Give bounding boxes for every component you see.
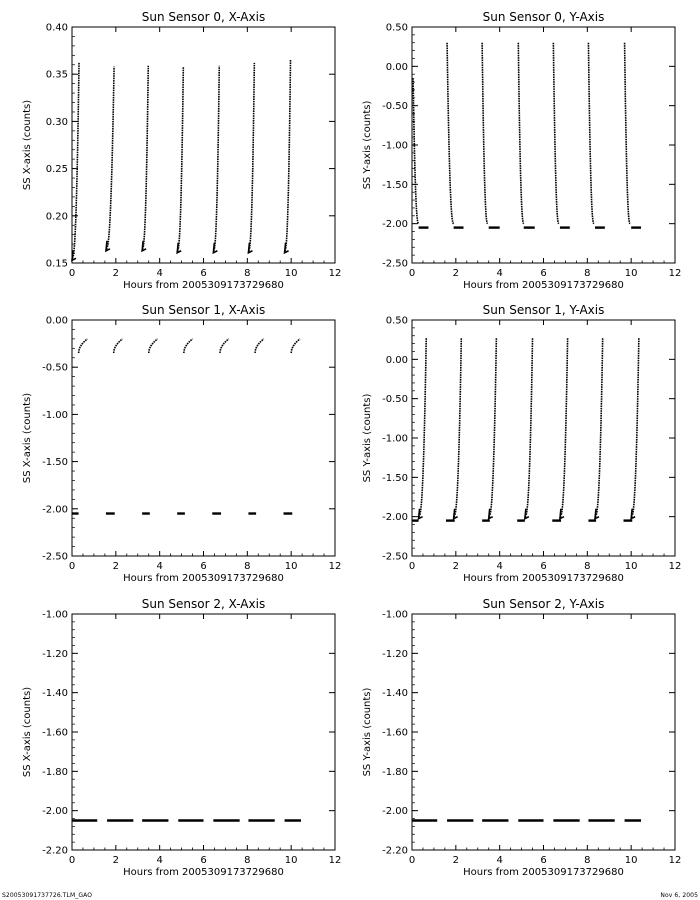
data-segment-curve xyxy=(419,338,427,517)
data-segment-curve xyxy=(72,63,79,258)
y-tick-label: 0.15 xyxy=(45,258,68,270)
x-tick-label: 6 xyxy=(200,268,207,279)
data-segment-curve xyxy=(79,339,88,353)
x-tick-label: 8 xyxy=(244,268,251,279)
data-segment-curve xyxy=(213,66,219,251)
y-tick-label: -1.80 xyxy=(382,766,408,778)
y-tick-label: -2.50 xyxy=(42,551,68,563)
data-segment-curve xyxy=(518,43,523,224)
x-axis-label: Hours from 2005309173729680 xyxy=(123,280,284,291)
y-tick-label: -1.00 xyxy=(42,609,68,621)
x-tick-label: 4 xyxy=(156,855,163,866)
y-tick-label: -1.50 xyxy=(382,179,408,191)
x-axis-label: Hours from 2005309173729680 xyxy=(463,867,624,878)
data-segment-curve xyxy=(595,338,603,517)
x-tick-label: 10 xyxy=(284,268,298,279)
y-tick-label: -1.50 xyxy=(42,457,68,469)
x-tick-label: 12 xyxy=(328,855,342,866)
y-tick-label: 0.00 xyxy=(45,315,68,327)
y-tick-label: -1.40 xyxy=(382,688,408,700)
x-tick-label: 6 xyxy=(200,561,207,572)
plot-frame xyxy=(72,27,335,263)
x-axis-label: Hours from 2005309173729680 xyxy=(123,573,284,584)
y-tick-label: -1.40 xyxy=(42,688,68,700)
x-tick-label: 8 xyxy=(584,855,591,866)
y-tick-label: 0.00 xyxy=(385,354,408,366)
data-segment-curve xyxy=(255,339,264,353)
y-tick-label: -2.00 xyxy=(382,219,408,231)
y-tick-label: 0.50 xyxy=(385,22,408,34)
data-segment-curve xyxy=(177,67,183,251)
chart-title: Sun Sensor 0, X-Axis xyxy=(141,10,266,24)
y-tick-label: 0.40 xyxy=(45,22,68,34)
y-tick-label: 0.00 xyxy=(385,61,408,73)
y-axis-label: SS Y-axis (counts) xyxy=(362,687,373,777)
data-segment-curve xyxy=(291,339,300,353)
y-tick-label: -2.50 xyxy=(382,258,408,270)
chart-panel xyxy=(362,303,681,584)
footer-date: Nov 6, 2005 xyxy=(660,892,698,899)
y-tick-label: -2.00 xyxy=(382,806,408,818)
y-tick-label: -0.50 xyxy=(382,394,408,406)
data-segment-curve xyxy=(142,66,148,249)
data-segment-curve xyxy=(220,339,229,353)
footer-filename: S20053091737726.TLM_GAO xyxy=(2,892,93,899)
x-tick-label: 0 xyxy=(68,855,76,866)
chart-title: Sun Sensor 0, Y-Axis xyxy=(482,10,605,24)
y-tick-label: -0.50 xyxy=(42,362,68,374)
x-tick-label: 8 xyxy=(244,561,251,572)
data-segment-curve xyxy=(482,43,487,224)
x-tick-label: 12 xyxy=(328,561,342,572)
x-tick-label: 8 xyxy=(584,561,591,572)
x-tick-label: 0 xyxy=(408,855,416,866)
x-tick-label: 10 xyxy=(624,561,638,572)
y-tick-label: -2.20 xyxy=(382,845,408,857)
data-segment-curve xyxy=(114,339,123,353)
x-tick-label: 6 xyxy=(540,268,547,279)
data-segment-curve xyxy=(631,338,639,517)
x-tick-label: 8 xyxy=(584,268,591,279)
y-tick-label: 0.30 xyxy=(45,116,68,128)
y-tick-label: -1.80 xyxy=(42,766,68,778)
chart-panel xyxy=(22,303,341,584)
y-tick-label: -1.60 xyxy=(42,727,68,739)
y-tick-label: -1.00 xyxy=(382,433,408,445)
x-tick-label: 12 xyxy=(668,268,682,279)
x-tick-label: 0 xyxy=(408,268,416,279)
y-tick-label: -0.50 xyxy=(382,101,408,113)
y-axis-label: SS X-axis (counts) xyxy=(22,686,33,778)
x-tick-label: 10 xyxy=(284,855,298,866)
x-tick-label: 2 xyxy=(452,561,460,572)
chart-title: Sun Sensor 1, Y-Axis xyxy=(482,303,605,317)
data-segment-curve xyxy=(184,339,193,353)
x-tick-label: 4 xyxy=(156,561,163,572)
x-tick-label: 6 xyxy=(200,855,207,866)
y-tick-label: 0.25 xyxy=(45,164,68,176)
x-axis-label: Hours from 2005309173729680 xyxy=(123,867,284,878)
y-axis-label: SS X-axis (counts) xyxy=(22,99,33,191)
y-tick-label: -1.50 xyxy=(382,472,408,484)
data-segment-curve xyxy=(149,339,158,353)
y-tick-label: 0.20 xyxy=(45,211,68,223)
y-tick-label: -1.00 xyxy=(42,409,68,421)
x-tick-label: 2 xyxy=(112,855,120,866)
y-tick-label: -1.60 xyxy=(382,727,408,739)
x-tick-label: 0 xyxy=(408,561,416,572)
x-tick-label: 12 xyxy=(668,855,682,866)
x-tick-label: 2 xyxy=(452,268,460,279)
x-tick-label: 4 xyxy=(496,855,503,866)
x-tick-label: 4 xyxy=(496,268,503,279)
y-tick-label: -2.20 xyxy=(42,845,68,857)
chart-title: Sun Sensor 2, X-Axis xyxy=(141,597,266,611)
y-tick-label: -2.50 xyxy=(382,551,408,563)
chart-title: Sun Sensor 1, X-Axis xyxy=(141,303,266,317)
chart-title: Sun Sensor 2, Y-Axis xyxy=(482,597,605,611)
x-tick-label: 10 xyxy=(284,561,298,572)
x-tick-label: 4 xyxy=(496,561,503,572)
chart-panel xyxy=(22,597,341,878)
x-axis-label: Hours from 2005309173729680 xyxy=(463,573,624,584)
data-segment-curve xyxy=(285,60,291,251)
y-axis-label: SS Y-axis (counts) xyxy=(362,100,373,190)
data-segment-curve xyxy=(447,43,454,224)
plot-frame xyxy=(72,614,335,850)
plot-frame xyxy=(412,614,675,850)
x-tick-label: 6 xyxy=(540,855,547,866)
data-segment-curve xyxy=(489,338,497,517)
data-segment-curve xyxy=(525,338,533,517)
x-tick-label: 12 xyxy=(668,561,682,572)
x-axis-label: Hours from 2005309173729680 xyxy=(463,280,624,291)
data-segment-curve xyxy=(413,78,418,224)
plot-frame xyxy=(72,320,335,556)
y-tick-label: -1.00 xyxy=(382,140,408,152)
x-tick-label: 8 xyxy=(244,855,251,866)
y-tick-label: -1.20 xyxy=(42,648,68,660)
x-tick-label: 10 xyxy=(624,855,638,866)
x-tick-label: 10 xyxy=(624,268,638,279)
chart-panel xyxy=(22,10,341,291)
y-tick-label: -2.00 xyxy=(42,504,68,516)
data-segment-curve xyxy=(553,43,558,224)
x-tick-label: 0 xyxy=(68,561,76,572)
chart-panel xyxy=(362,597,681,878)
y-axis-label: SS Y-axis (counts) xyxy=(362,393,373,483)
x-tick-label: 2 xyxy=(112,561,120,572)
data-segment-curve xyxy=(248,63,254,251)
y-tick-label: 0.35 xyxy=(45,69,68,81)
x-tick-label: 12 xyxy=(328,268,342,279)
x-tick-label: 4 xyxy=(156,268,163,279)
y-tick-label: 0.50 xyxy=(385,315,408,327)
data-segment-curve xyxy=(560,338,568,517)
data-segment-hook xyxy=(285,243,289,253)
y-tick-label: -1.00 xyxy=(382,609,408,621)
chart-panel xyxy=(362,10,681,291)
y-tick-label: -2.00 xyxy=(42,806,68,818)
x-tick-label: 2 xyxy=(452,855,460,866)
data-segment-curve xyxy=(454,338,462,517)
y-axis-label: SS X-axis (counts) xyxy=(22,392,33,484)
y-tick-label: -2.00 xyxy=(382,512,408,524)
data-segment-curve xyxy=(588,43,593,224)
x-tick-label: 2 xyxy=(112,268,120,279)
y-tick-label: -1.20 xyxy=(382,648,408,660)
x-tick-label: 0 xyxy=(68,268,76,279)
data-segment-curve xyxy=(625,43,630,224)
x-tick-label: 6 xyxy=(540,561,547,572)
data-segment-curve xyxy=(106,67,114,249)
